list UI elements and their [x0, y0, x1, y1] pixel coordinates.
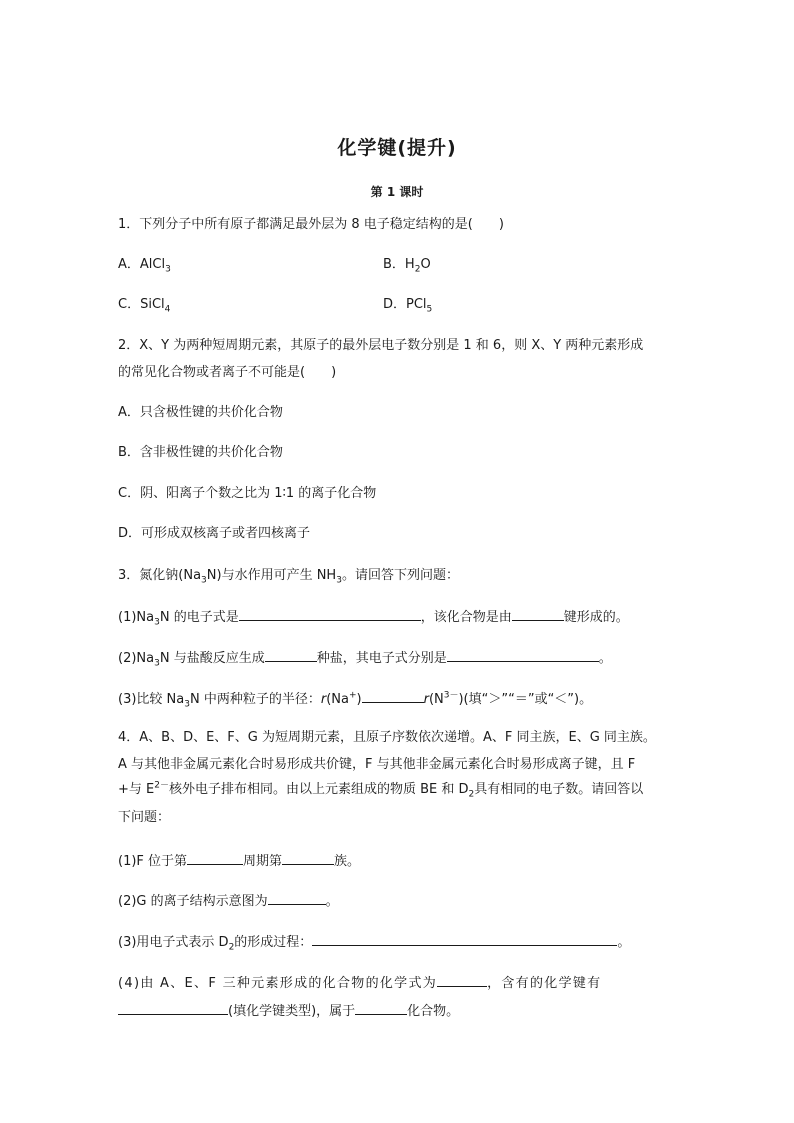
option-text: A．AlCl [118, 257, 166, 272]
text: 3．氮化钠(Na [118, 568, 202, 583]
text: 核外电子排布相同。由以上元素组成的物质 BE 和 D [168, 782, 469, 797]
answer-blank[interactable] [447, 647, 599, 662]
subscript: 4 [164, 304, 171, 315]
text: (2)G 的离子结构示意图为 [118, 894, 268, 909]
text: 周期第 [243, 854, 283, 869]
question-4-part-2 [118, 890, 339, 912]
answer-blank[interactable] [118, 1000, 228, 1015]
question-3-part-3 [118, 688, 592, 710]
question-2-stem-line-2: 的常见化合物或者离子不可能是( ) [118, 365, 337, 380]
superscript: + [348, 690, 357, 701]
text: 。 [617, 935, 631, 950]
text: (4)由 A、E、F 三种元素形成的化合物的化学式为 [118, 976, 438, 991]
italic-r: r [320, 692, 327, 707]
question-1-option-d[interactable] [383, 295, 432, 315]
text: (Na [326, 692, 349, 707]
text: 。 [325, 894, 339, 909]
subscript: 3 [336, 575, 342, 586]
text: 种盐，其电子式分别是 [316, 651, 447, 666]
answer-blank[interactable] [265, 647, 317, 662]
question-2-stem-line-1: 2．X、Y 为两种短周期元素，其原子的最外层电子数分别是 1 和 6，则 X、Y 两种元素形成 [118, 338, 644, 353]
answer-blank[interactable] [437, 972, 487, 987]
question-1-stem: 1．下列分子中所有原子都满足最外层为 8 电子稳定结构的是( ) [118, 217, 504, 232]
answer-blank[interactable] [355, 1000, 407, 1015]
subscript: 3 [154, 658, 160, 669]
answer-blank[interactable] [268, 890, 326, 905]
text: (1)Na [118, 610, 155, 625]
question-1-option-a[interactable] [118, 255, 171, 275]
text: (1)F 位于第 [118, 854, 188, 869]
question-4-stem-line-4: 下问题： [118, 810, 171, 825]
text: (N [428, 692, 444, 707]
question-3-part-1 [118, 606, 629, 628]
option-text: B．H [383, 257, 415, 272]
answer-blank[interactable] [239, 606, 421, 621]
question-3-part-2 [118, 647, 612, 669]
text: ) [356, 692, 362, 707]
subscript: 3 [165, 264, 171, 275]
question-2-option-a[interactable]: A．只含极性键的共价化合物 [118, 405, 283, 420]
superscript: 3－ [443, 690, 459, 701]
text: 族。 [334, 854, 361, 869]
text: +与 E [118, 782, 155, 797]
answer-blank[interactable] [282, 850, 334, 865]
question-4-part-3 [118, 931, 630, 953]
page-title: 化学键(提升) [337, 137, 457, 159]
subscript: 2 [228, 942, 235, 953]
subscript: 3 [154, 617, 160, 628]
text: N 中两种粒子的半径： [189, 692, 321, 707]
text: (3)比较 Na [118, 692, 185, 707]
question-4-part-4-line-2 [118, 1000, 459, 1022]
subscript: 2 [414, 264, 421, 275]
text: 。 [598, 651, 612, 666]
option-text: O [420, 257, 431, 272]
page-subtitle: 第 1 课时 [370, 185, 424, 199]
text: 。请回答下列问题： [341, 568, 459, 583]
subscript: 3 [184, 699, 190, 710]
option-text: D．PCl [383, 297, 427, 312]
question-2-option-c[interactable]: C．阴、阳离子个数之比为 1∶1 的离子化合物 [118, 486, 377, 501]
question-4-stem-line-3 [118, 780, 643, 800]
superscript: 2－ [154, 780, 169, 791]
question-2-option-b[interactable]: B．含非极性键的共价化合物 [118, 445, 283, 460]
option-text: C．SiCl [118, 297, 165, 312]
text: (2)Na [118, 651, 155, 666]
question-4-part-4-line-1 [118, 972, 601, 994]
answer-blank[interactable] [512, 606, 564, 621]
text: N 的电子式是 [159, 610, 239, 625]
text: 键形成的。 [563, 610, 629, 625]
question-1-option-b[interactable] [383, 255, 431, 275]
text: 具有相同的电子数。请回答以 [474, 782, 644, 797]
answer-blank[interactable] [187, 850, 243, 865]
text: ，含有的化学键有 [487, 976, 602, 991]
text: 的形成过程： [234, 935, 313, 950]
question-4-stem-line-2: A 与其他非金属元素化合时易形成共价键，F 与其他非金属元素化合时易形成离子键，且 F [118, 757, 636, 772]
text: ，该化合物是由 [420, 610, 512, 625]
subscript: 5 [426, 304, 433, 315]
text: N 与盐酸反应生成 [159, 651, 265, 666]
text: N)与水作用可产生 NH [206, 568, 337, 583]
answer-blank[interactable] [362, 688, 424, 703]
text: 化合物。 [407, 1004, 460, 1019]
text: (填化学键类型)，属于 [228, 1004, 356, 1019]
text: )(填“＞”“＝”或“＜”)。 [458, 692, 593, 707]
question-1-option-c[interactable] [118, 295, 170, 315]
italic-r: r [423, 692, 429, 707]
question-4-stem-line-1: 4．A、B、D、E、F、G 为短周期元素，且原子序数依次递增。A、F 同主族，E、G 同主族。 [118, 730, 656, 745]
question-3-stem [118, 566, 459, 586]
subscript: 2 [468, 789, 475, 800]
question-2-option-d[interactable]: D．可形成双核离子或者四核离子 [118, 526, 311, 541]
answer-blank[interactable] [312, 931, 617, 946]
text: (3)用电子式表示 D [118, 935, 229, 950]
subscript: 3 [201, 575, 207, 586]
question-4-part-1 [118, 850, 360, 872]
